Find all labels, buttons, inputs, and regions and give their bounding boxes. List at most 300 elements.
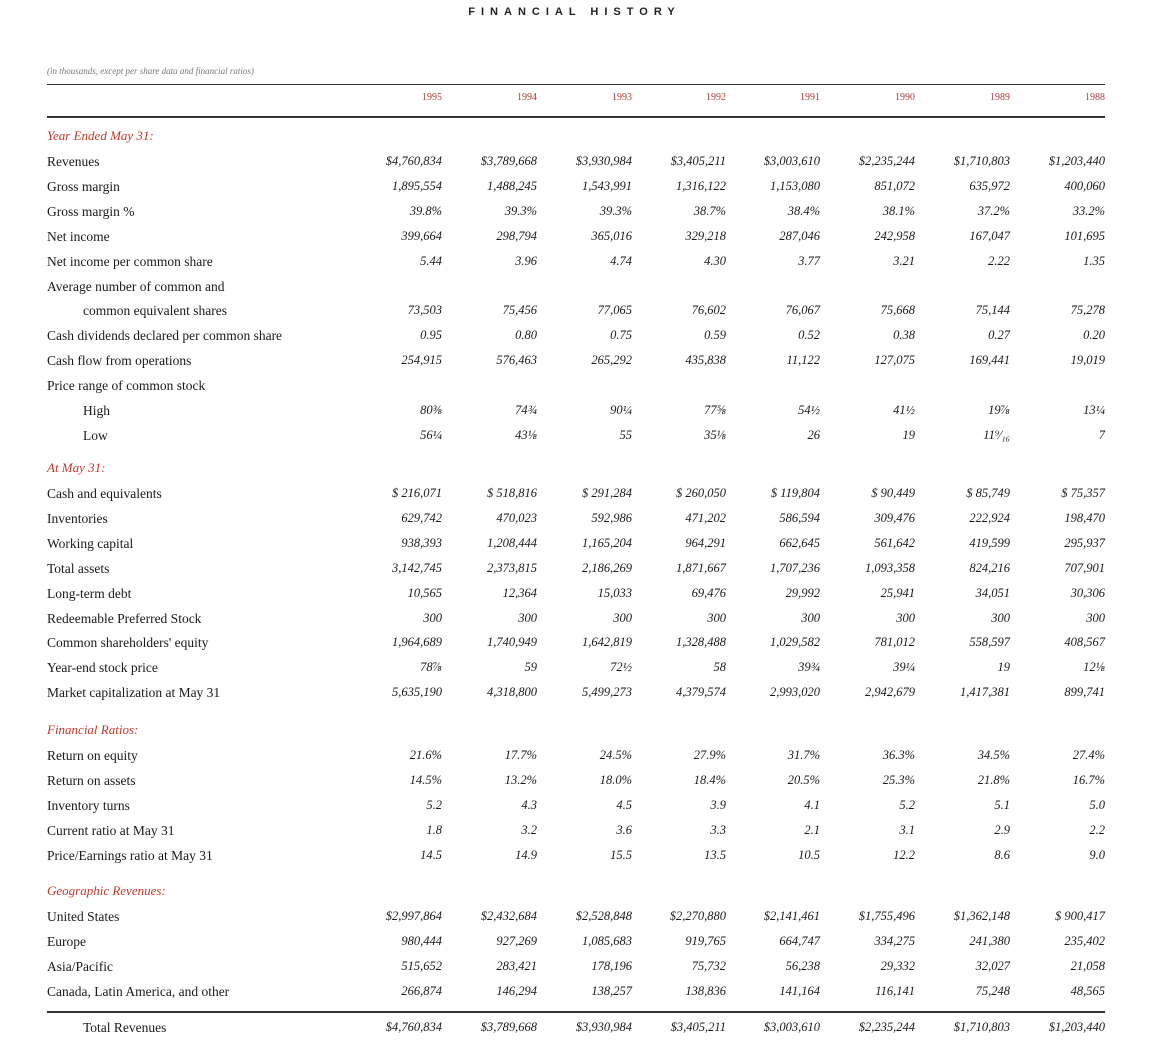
section-heading: At May 31: — [47, 460, 106, 475]
cell-1989: 824,216 — [969, 560, 1010, 575]
table-row — [0, 611, 1149, 631]
cell-1993: 178,196 — [591, 958, 632, 973]
cell-1988: $1,203,440 — [1048, 1020, 1105, 1034]
cell-1995: 1.8 — [426, 822, 442, 837]
cell-1991: 29,992 — [785, 585, 820, 600]
cell-1994: 470,023 — [496, 510, 537, 525]
cell-1994: 283,421 — [496, 958, 537, 973]
cell-1992: 435,838 — [685, 353, 726, 368]
cell-1989: 19 — [997, 660, 1010, 675]
year-header-1995: 1995 — [422, 92, 442, 103]
cell-1995: $2,997,864 — [385, 909, 442, 923]
cell-1993: 365,016 — [591, 228, 632, 243]
row-label: Working capital — [47, 535, 134, 551]
row-label: Average number of common and — [47, 278, 225, 294]
row-label: Redeemable Preferred Stock — [47, 610, 202, 626]
cell-1995: 80⅜ — [420, 403, 442, 417]
cell-1995: 266,874 — [401, 983, 442, 998]
table-row — [0, 204, 1149, 224]
cell-1995: 21.6% — [409, 748, 442, 762]
cell-1992: 1,328,488 — [676, 635, 726, 650]
cell-1995: 14.5 — [420, 847, 442, 862]
cell-1991: 2.1 — [804, 822, 820, 837]
cell-1990: 19 — [902, 427, 915, 442]
cell-1990: 781,012 — [874, 635, 915, 650]
cell-1991: 2,993,020 — [770, 685, 820, 700]
row-label: Asia/Pacific — [47, 958, 113, 974]
cell-1993: 592,986 — [591, 510, 632, 525]
cell-1988: 408,567 — [1064, 635, 1105, 650]
cell-1988: 899,741 — [1064, 685, 1105, 700]
row-label: Total Revenues — [83, 1020, 167, 1035]
cell-1990: 75,668 — [880, 303, 915, 318]
cell-1991: 287,046 — [779, 228, 820, 243]
table-row — [0, 254, 1149, 274]
cell-1993: 90¼ — [610, 403, 632, 417]
cell-1988: 19,019 — [1070, 353, 1105, 368]
cell-1988: 48,565 — [1070, 983, 1105, 998]
cell-1988: 16.7% — [1072, 772, 1105, 787]
cell-1995: 1,964,689 — [392, 635, 442, 650]
year-header-1994: 1994 — [517, 92, 537, 103]
cell-1989: 2.22 — [988, 253, 1010, 268]
cell-1992: 0.59 — [704, 328, 726, 343]
cell-1993: $2,528,848 — [575, 909, 632, 923]
cell-1991: 1,707,236 — [770, 560, 820, 575]
cell-1992: 69,476 — [691, 585, 726, 600]
cell-1992: 27.9% — [693, 748, 726, 762]
table-row — [0, 685, 1149, 705]
cell-1995: 14.5% — [409, 772, 442, 787]
cell-1992: $2,270,880 — [669, 909, 726, 923]
table-row — [0, 848, 1149, 868]
row-label: Return on equity — [47, 748, 138, 763]
cell-1990: 5.2 — [899, 797, 915, 812]
cell-1988: 1.35 — [1083, 253, 1105, 268]
year-header-row — [0, 92, 1149, 108]
row-label: Price/Earnings ratio at May 31 — [47, 847, 213, 863]
cell-1991: 1,153,080 — [770, 178, 820, 193]
cell-1995: 10,565 — [407, 585, 442, 600]
cell-1993: 1,085,683 — [582, 933, 632, 948]
cell-1990: 39¼ — [893, 660, 915, 675]
section-heading: Financial Ratios: — [47, 722, 139, 737]
cell-1991: 76,067 — [785, 303, 820, 318]
cell-1991: $3,003,610 — [763, 1020, 820, 1034]
cell-1994: 0.80 — [515, 328, 537, 343]
table-row — [0, 586, 1149, 606]
cell-1992: 18.4% — [693, 772, 726, 787]
units-note: (in thousands, except per share data and financial ratios) — [47, 66, 254, 76]
cell-1994: 4.3 — [521, 797, 537, 812]
row-label: Gross margin — [47, 178, 120, 194]
year-header-1988: 1988 — [1085, 92, 1105, 103]
cell-1994: 3.96 — [515, 253, 537, 268]
section-heading: Geographic Revenues: — [47, 883, 166, 898]
cell-1992: 300 — [707, 610, 726, 625]
cell-1993: 5,499,273 — [582, 685, 632, 700]
cell-1990: 3.21 — [893, 253, 915, 268]
cell-1988: 12⅛ — [1083, 660, 1105, 675]
cell-1992: 1,871,667 — [676, 560, 726, 575]
cell-1993: 77,065 — [597, 303, 632, 318]
cell-1989: 34,051 — [975, 585, 1010, 600]
row-label: Gross margin % — [47, 203, 135, 219]
cell-1993: 3.6 — [616, 822, 632, 837]
cell-1990: 0.38 — [893, 328, 915, 343]
year-header-1990: 1990 — [895, 92, 915, 103]
table-row — [0, 279, 1149, 299]
cell-1990: 851,072 — [874, 178, 915, 193]
cell-1988: 27.4% — [1072, 748, 1105, 762]
row-label: Market capitalization at May 31 — [47, 685, 221, 701]
cell-1994: 1,740,949 — [487, 635, 537, 650]
cell-1989: 11⁹⁄₁₆ — [983, 427, 1010, 442]
cell-1989: $1,710,803 — [953, 1020, 1010, 1034]
cell-1995: 980,444 — [401, 933, 442, 948]
cell-1993: 1,642,819 — [582, 635, 632, 650]
cell-1995: $4,760,834 — [385, 154, 442, 168]
row-label: Long-term debt — [47, 585, 132, 601]
cell-1992: 964,291 — [685, 535, 726, 550]
cell-1992: 75,732 — [691, 958, 726, 973]
cell-1995: 629,742 — [401, 510, 442, 525]
row-label: Cash dividends declared per common share — [47, 328, 283, 344]
cell-1988: 707,901 — [1064, 560, 1105, 575]
cell-1989: 8.6 — [994, 847, 1010, 862]
cell-1990: 3.1 — [899, 822, 915, 837]
cell-1995: 5.2 — [426, 797, 442, 812]
cell-1988: $1,203,440 — [1048, 154, 1105, 168]
cell-1991: $2,141,461 — [763, 909, 820, 923]
cell-1993: 1,165,204 — [582, 535, 632, 550]
cell-1990: $2,235,244 — [858, 154, 915, 168]
cell-1995: 3,142,745 — [392, 560, 442, 575]
cell-1989: 2.9 — [994, 822, 1010, 837]
cell-1994: 43⅛ — [515, 427, 537, 442]
row-label: Cash flow from operations — [47, 353, 192, 369]
cell-1990: 2,942,679 — [865, 685, 915, 700]
cell-1989: 222,924 — [969, 510, 1010, 525]
cell-1995: 515,652 — [401, 958, 442, 973]
cell-1993: 15,033 — [597, 585, 632, 600]
cell-1989: 32,027 — [975, 958, 1010, 973]
table-row — [0, 229, 1149, 249]
cell-1993: $ 291,284 — [582, 486, 632, 500]
table-row — [0, 909, 1149, 929]
cell-1988: 7 — [1098, 427, 1105, 442]
cell-1989: 19⅞ — [988, 403, 1010, 417]
row-label: Price range of common stock — [47, 378, 206, 394]
row-label: High — [83, 403, 110, 418]
cell-1992: 329,218 — [685, 228, 726, 243]
cell-1988: 2.2 — [1089, 822, 1105, 837]
cell-1989: 419,599 — [969, 535, 1010, 550]
row-label: Revenues — [47, 154, 100, 169]
cell-1991: 141,164 — [779, 983, 820, 998]
cell-1991: 38.4% — [787, 203, 820, 218]
cell-1988: 235,402 — [1064, 933, 1105, 948]
row-label: Current ratio at May 31 — [47, 822, 175, 838]
row-label: Europe — [47, 933, 86, 949]
cell-1995: 1,895,554 — [392, 178, 442, 193]
cell-1992: 13.5 — [704, 847, 726, 862]
cell-1994: 39.3% — [504, 203, 537, 218]
table-row — [0, 536, 1149, 556]
cell-1991: 662,645 — [779, 535, 820, 550]
cell-1995: 0.95 — [420, 328, 442, 343]
cell-1993: 24.5% — [599, 748, 632, 762]
cell-1992: 3.9 — [710, 797, 726, 812]
cell-1989: 635,972 — [969, 178, 1010, 193]
table-row — [0, 303, 1149, 323]
cell-1989: 5.1 — [994, 797, 1010, 812]
cell-1994: 1,488,245 — [487, 178, 537, 193]
cell-1993: 300 — [613, 610, 632, 625]
cell-1990: 300 — [896, 610, 915, 625]
cell-1993: $3,930,984 — [575, 1020, 632, 1034]
cell-1988: 33.2% — [1072, 203, 1105, 218]
cell-1990: 29,332 — [880, 958, 915, 973]
cell-1991: 56,238 — [785, 958, 820, 973]
cell-1988: 13¼ — [1083, 403, 1105, 417]
table-row — [0, 748, 1149, 768]
cell-1989: 167,047 — [969, 228, 1010, 243]
cell-1994: 3.2 — [521, 822, 537, 837]
cell-1991: 0.52 — [798, 328, 820, 343]
cell-1995: $4,760,834 — [385, 1020, 442, 1034]
table-row — [0, 511, 1149, 531]
cell-1992: 919,765 — [685, 933, 726, 948]
cell-1994: 75,456 — [502, 303, 537, 318]
row-label: Inventories — [47, 510, 108, 526]
cell-1991: 4.1 — [804, 797, 820, 812]
cell-1988: 198,470 — [1064, 510, 1105, 525]
row-label: Common shareholders' equity — [47, 635, 209, 651]
cell-1995: 39.8% — [409, 203, 442, 218]
cell-1991: 10.5 — [798, 847, 820, 862]
cell-1990: $ 90,449 — [871, 486, 915, 500]
table-row — [0, 934, 1149, 954]
cell-1994: 13.2% — [504, 772, 537, 787]
cell-1989: 37.2% — [977, 203, 1010, 218]
table-row — [0, 984, 1149, 1004]
cell-1994: 576,463 — [496, 353, 537, 368]
cell-1995: 5,635,190 — [392, 685, 442, 700]
cell-1991: 3.77 — [798, 253, 820, 268]
cell-1989: 75,144 — [975, 303, 1010, 318]
cell-1995: 399,664 — [401, 228, 442, 243]
cell-1991: 26 — [807, 427, 820, 442]
row-label: Year-end stock price — [47, 660, 158, 676]
row-label: Net income per common share — [47, 253, 213, 269]
table-row — [0, 635, 1149, 655]
header-bottom-rule — [47, 116, 1105, 118]
cell-1992: $ 260,050 — [676, 486, 726, 500]
cell-1991: 20.5% — [787, 772, 820, 787]
cell-1992: $3,405,211 — [670, 1020, 726, 1034]
cell-1995: $ 216,071 — [392, 486, 442, 500]
year-header-1989: 1989 — [990, 92, 1010, 103]
cell-1989: 21.8% — [977, 772, 1010, 787]
cell-1990: 309,476 — [874, 510, 915, 525]
cell-1989: 241,380 — [969, 933, 1010, 948]
cell-1994: 927,269 — [496, 933, 537, 948]
cell-1991: 11,122 — [786, 353, 820, 368]
table-row — [0, 428, 1149, 448]
cell-1994: 17.7% — [504, 748, 537, 762]
page-title: FINANCIAL HISTORY — [468, 6, 681, 18]
cell-1990: 12.2 — [893, 847, 915, 862]
cell-1992: 471,202 — [685, 510, 726, 525]
cell-1994: 74¾ — [515, 403, 537, 417]
cell-1988: 300 — [1086, 610, 1105, 625]
cell-1993: 15.5 — [610, 847, 632, 862]
cell-1992: 38.7% — [693, 203, 726, 218]
cell-1992: 4.30 — [704, 253, 726, 268]
cell-1994: $2,432,684 — [480, 909, 537, 923]
row-label: Total assets — [47, 560, 110, 576]
cell-1994: 300 — [518, 610, 537, 625]
cell-1991: 586,594 — [779, 510, 820, 525]
year-header-1992: 1992 — [706, 92, 726, 103]
cell-1995: 5.44 — [420, 253, 442, 268]
cell-1995: 254,915 — [401, 353, 442, 368]
row-label: Canada, Latin America, and other — [47, 983, 230, 999]
cell-1992: 138,836 — [685, 983, 726, 998]
cell-1994: 298,794 — [496, 228, 537, 243]
cell-1989: $1,362,148 — [953, 909, 1010, 923]
cell-1988: $ 900,417 — [1055, 909, 1105, 923]
cell-1995: 73,503 — [407, 303, 442, 318]
cell-1989: $1,710,803 — [953, 154, 1010, 168]
cell-1988: 0.20 — [1083, 328, 1105, 343]
cell-1990: 38.1% — [882, 203, 915, 218]
cell-1991: $3,003,610 — [763, 154, 820, 168]
cell-1991: 300 — [801, 610, 820, 625]
cell-1993: 55 — [619, 427, 632, 442]
total-row — [0, 1020, 1149, 1040]
cell-1994: $3,789,668 — [480, 154, 537, 168]
cell-1988: 295,937 — [1064, 535, 1105, 550]
row-label: Low — [83, 427, 108, 443]
cell-1990: 1,093,358 — [865, 560, 915, 575]
table-row — [0, 179, 1149, 199]
cell-1994: 12,364 — [502, 585, 537, 600]
row-label: Net income — [47, 228, 110, 244]
cell-1989: $ 85,749 — [966, 486, 1010, 500]
total-rule — [47, 1011, 1105, 1013]
cell-1989: 75,248 — [975, 983, 1010, 998]
table-row — [0, 660, 1149, 680]
cell-1990: 116,141 — [875, 983, 915, 998]
cell-1988: 101,695 — [1064, 228, 1105, 243]
row-label: Inventory turns — [47, 797, 130, 813]
cell-1995: 56¼ — [420, 427, 442, 442]
table-row — [0, 773, 1149, 793]
cell-1988: 21,058 — [1070, 958, 1105, 973]
table-row — [0, 823, 1149, 843]
cell-1992: $3,405,211 — [670, 154, 726, 168]
cell-1990: 25.3% — [882, 772, 915, 787]
table-row — [0, 353, 1149, 373]
cell-1992: 35⅛ — [704, 427, 726, 442]
cell-1992: 4,379,574 — [676, 685, 726, 700]
cell-1993: 4.74 — [610, 253, 632, 268]
cell-1991: 1,029,582 — [770, 635, 820, 650]
table-row — [0, 328, 1149, 348]
cell-1989: 169,441 — [969, 353, 1010, 368]
header-top-rule — [47, 84, 1105, 85]
cell-1995: 938,393 — [401, 535, 442, 550]
cell-1993: $3,930,984 — [575, 154, 632, 168]
cell-1993: 4.5 — [616, 797, 632, 812]
cell-1990: $2,235,244 — [858, 1020, 915, 1034]
cell-1988: 75,278 — [1070, 303, 1105, 318]
table-row — [0, 154, 1149, 174]
table-row — [0, 378, 1149, 398]
cell-1990: 127,075 — [874, 353, 915, 368]
cell-1995: 78⅞ — [420, 660, 442, 675]
cell-1988: 30,306 — [1070, 585, 1105, 600]
cell-1993: 138,257 — [591, 983, 632, 998]
cell-1991: 54½ — [798, 403, 820, 417]
cell-1994: 4,318,800 — [487, 685, 537, 700]
row-label: Return on assets — [47, 772, 136, 788]
cell-1994: 1,208,444 — [487, 535, 537, 550]
cell-1994: $3,789,668 — [480, 1020, 537, 1034]
cell-1994: 2,373,815 — [487, 560, 537, 575]
cell-1988: 400,060 — [1064, 178, 1105, 193]
row-label: common equivalent shares — [83, 303, 227, 319]
cell-1990: 242,958 — [874, 228, 915, 243]
cell-1993: 18.0% — [599, 772, 632, 787]
cell-1988: $ 75,357 — [1061, 486, 1105, 500]
cell-1989: 1,417,381 — [960, 685, 1010, 700]
cell-1990: 334,275 — [874, 933, 915, 948]
cell-1994: 14.9 — [515, 847, 537, 862]
cell-1993: 1,543,991 — [582, 178, 632, 193]
cell-1994: 146,294 — [496, 983, 537, 998]
cell-1992: 3.3 — [710, 822, 726, 837]
table-row — [0, 959, 1149, 979]
cell-1989: 0.27 — [988, 328, 1010, 343]
cell-1995: 300 — [423, 610, 442, 625]
cell-1990: 41½ — [893, 403, 915, 417]
cell-1993: 72½ — [610, 660, 632, 675]
cell-1988: 9.0 — [1089, 847, 1105, 862]
cell-1990: $1,755,496 — [858, 909, 915, 923]
cell-1993: 0.75 — [610, 328, 632, 343]
row-label: United States — [47, 909, 120, 924]
cell-1991: $ 119,804 — [770, 486, 820, 500]
cell-1994: 59 — [524, 660, 537, 675]
table-row — [0, 561, 1149, 581]
cell-1991: 664,747 — [779, 933, 820, 948]
cell-1993: 39.3% — [599, 203, 632, 218]
section-heading: Year Ended May 31: — [47, 128, 154, 143]
table-row — [0, 486, 1149, 506]
cell-1991: 31.7% — [787, 748, 820, 762]
cell-1989: 558,597 — [969, 635, 1010, 650]
cell-1990: 561,642 — [874, 535, 915, 550]
cell-1990: 25,941 — [880, 585, 915, 600]
cell-1991: 39¾ — [798, 660, 820, 675]
year-header-1991: 1991 — [800, 92, 820, 103]
cell-1990: 36.3% — [882, 748, 915, 762]
table-row — [0, 798, 1149, 818]
row-label: Cash and equivalents — [47, 486, 162, 501]
